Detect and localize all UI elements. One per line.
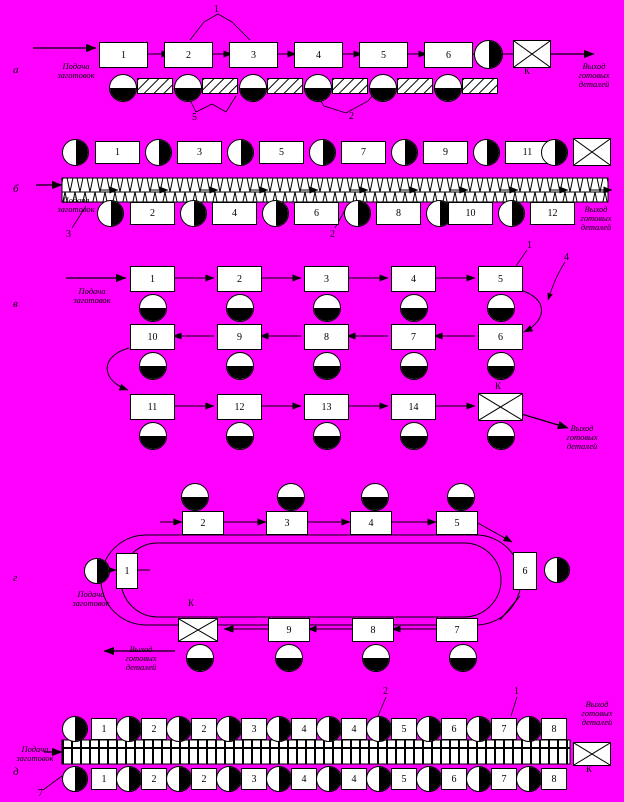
station-g-9[interactable]: 9 xyxy=(268,618,310,642)
tool-indicator-b-t5 xyxy=(473,139,500,166)
tool-indicator-a-3 xyxy=(239,74,267,102)
station-b-9[interactable]: 9 xyxy=(423,141,468,164)
station-g-3[interactable]: 3 xyxy=(266,511,308,535)
tool-indicator-d-t2 xyxy=(166,716,192,742)
tool-indicator-a-4 xyxy=(304,74,332,102)
station-d-b3[interactable]: 2 xyxy=(191,768,217,790)
section-label-d: д xyxy=(13,766,19,778)
tool-indicator-v-5 xyxy=(487,294,515,322)
station-d-t2[interactable]: 2 xyxy=(141,718,167,740)
output-label-v: Выход готовых деталей xyxy=(566,423,598,451)
station-d-b6[interactable]: 4 xyxy=(341,768,367,790)
station-d-b4[interactable]: 3 xyxy=(241,768,267,790)
tool-indicator-b-b1 xyxy=(180,200,207,227)
station-g-2[interactable]: 2 xyxy=(182,511,224,535)
callout-v-1: 1 xyxy=(527,240,532,251)
tool-indicator-v-12 xyxy=(226,422,254,450)
callout-v-4: 4 xyxy=(564,252,569,263)
tool-indicator-d-b1 xyxy=(116,766,142,792)
tool-indicator-g-k xyxy=(186,644,214,672)
output-label-d: Выход готовых деталей xyxy=(581,699,613,727)
station-d-b8[interactable]: 6 xyxy=(441,768,467,790)
tool-indicator-a-end xyxy=(474,40,503,69)
station-v-1[interactable]: 1 xyxy=(130,266,175,292)
section-label-b: б xyxy=(13,183,19,195)
tool-indicator-v-4 xyxy=(400,294,428,322)
input-label-a-line1: Подача xyxy=(62,61,90,71)
station-b-10[interactable]: 10 xyxy=(448,202,493,225)
station-a-5[interactable]: 5 xyxy=(359,42,408,68)
station-d-b7[interactable]: 5 xyxy=(391,768,417,790)
tool-indicator-v-2 xyxy=(226,294,254,322)
callout-a-1: 1 xyxy=(214,4,219,15)
tool-indicator-b-b5 xyxy=(498,200,525,227)
tool-indicator-v-10 xyxy=(139,352,167,380)
tool-indicator-b-t6 xyxy=(541,139,568,166)
tool-indicator-d-b4 xyxy=(266,766,292,792)
tool-indicator-g-5 xyxy=(447,483,475,511)
tool-indicator-d-t3 xyxy=(216,716,242,742)
conveyor-a-1 xyxy=(137,78,173,94)
station-d-t10[interactable]: 8 xyxy=(541,718,567,740)
tool-indicator-v-11 xyxy=(139,422,167,450)
tool-indicator-d-t7 xyxy=(416,716,442,742)
station-v-8[interactable]: 8 xyxy=(304,324,349,350)
tool-indicator-a-5 xyxy=(369,74,397,102)
k-label-a: К xyxy=(524,66,531,76)
station-g-4[interactable]: 4 xyxy=(350,511,392,535)
station-b-1[interactable]: 1 xyxy=(95,141,140,164)
k-label-g: К xyxy=(188,598,195,608)
tool-indicator-v-8 xyxy=(313,352,341,380)
control-station-a-k[interactable] xyxy=(513,40,551,68)
tool-indicator-v-3 xyxy=(313,294,341,322)
station-d-t1[interactable]: 1 xyxy=(91,718,117,740)
input-label-g: Подача заготовок xyxy=(72,589,110,608)
station-v-4[interactable]: 4 xyxy=(391,266,436,292)
input-label-d: Подача заготовок xyxy=(16,744,54,763)
tool-indicator-d-b5 xyxy=(316,766,342,792)
tool-indicator-d-b9 xyxy=(516,766,542,792)
tool-indicator-d-b0 xyxy=(62,766,88,792)
control-station-d-k[interactable] xyxy=(573,742,611,766)
station-d-b2[interactable]: 2 xyxy=(141,768,167,790)
station-d-b9[interactable]: 7 xyxy=(491,768,517,790)
station-b-7[interactable]: 7 xyxy=(341,141,386,164)
tool-indicator-b-t1 xyxy=(145,139,172,166)
tool-indicator-d-b7 xyxy=(416,766,442,792)
station-b-6[interactable]: 6 xyxy=(294,202,339,225)
input-label-a-line2: заготовок xyxy=(57,69,95,80)
tool-indicator-d-b6 xyxy=(366,766,392,792)
input-label-a xyxy=(48,62,104,80)
station-g-6[interactable]: 6 xyxy=(513,552,537,590)
callout-d-1: 1 xyxy=(514,686,519,697)
station-a-4[interactable]: 4 xyxy=(294,42,343,68)
station-d-t4[interactable]: 3 xyxy=(241,718,267,740)
tool-indicator-v-13 xyxy=(313,422,341,450)
tool-indicator-d-t1 xyxy=(116,716,142,742)
station-a-3[interactable]: 3 xyxy=(229,42,278,68)
station-v-13[interactable]: 13 xyxy=(304,394,349,420)
input-label-v: Подача заготовок xyxy=(73,286,111,305)
tool-indicator-a-1 xyxy=(109,74,137,102)
station-v-7[interactable]: 7 xyxy=(391,324,436,350)
tool-indicator-g-entry xyxy=(84,558,110,584)
station-b-2[interactable]: 2 xyxy=(130,202,175,225)
tool-indicator-b-t0 xyxy=(62,139,89,166)
tool-indicator-g-2 xyxy=(181,483,209,511)
tool-indicator-v-k xyxy=(487,422,515,450)
tool-indicator-b-b2 xyxy=(262,200,289,227)
conveyor-a-2 xyxy=(202,78,238,94)
callout-b-2: 2 xyxy=(330,229,335,240)
k-label-d: К xyxy=(586,764,593,774)
output-label-g: Выход готовых деталей xyxy=(125,644,157,672)
tool-indicator-v-6 xyxy=(487,352,515,380)
tool-indicator-d-t9 xyxy=(516,716,542,742)
section-label-g: г xyxy=(13,572,18,584)
station-g-5[interactable]: 5 xyxy=(436,511,478,535)
station-g-7[interactable]: 7 xyxy=(436,618,478,642)
k-label-v: К xyxy=(495,381,502,391)
tool-indicator-g-7 xyxy=(449,644,477,672)
tool-indicator-v-9 xyxy=(226,352,254,380)
station-d-t5[interactable]: 4 xyxy=(291,718,317,740)
conveyor-a-6 xyxy=(462,78,498,94)
section-label-v: в xyxy=(13,298,18,310)
output-label-a: Выход готовых деталей xyxy=(578,61,610,89)
station-d-t6[interactable]: 4 xyxy=(341,718,367,740)
tool-indicator-b-t4 xyxy=(391,139,418,166)
station-g-8[interactable]: 8 xyxy=(352,618,394,642)
station-v-14[interactable]: 14 xyxy=(391,394,436,420)
station-b-4[interactable]: 4 xyxy=(212,202,257,225)
tool-indicator-v-1 xyxy=(139,294,167,322)
station-d-b10[interactable]: 8 xyxy=(541,768,567,790)
tool-indicator-d-t5 xyxy=(316,716,342,742)
tool-indicator-a-2 xyxy=(174,74,202,102)
callout-a-5: 5 xyxy=(192,112,197,123)
tool-indicator-b-t3 xyxy=(309,139,336,166)
station-d-t9[interactable]: 7 xyxy=(491,718,517,740)
station-b-12[interactable]: 12 xyxy=(530,202,575,225)
station-v-6[interactable]: 6 xyxy=(478,324,523,350)
tool-indicator-g-3 xyxy=(277,483,305,511)
tool-indicator-d-t4 xyxy=(266,716,292,742)
input-label-b: Подача заготовок xyxy=(57,195,95,214)
tool-indicator-g-9 xyxy=(275,644,303,672)
station-a-2[interactable]: 2 xyxy=(164,42,213,68)
tool-indicator-g-4 xyxy=(361,483,389,511)
tool-indicator-d-b8 xyxy=(466,766,492,792)
station-v-11[interactable]: 11 xyxy=(130,394,175,420)
station-d-b1[interactable]: 1 xyxy=(91,768,117,790)
station-v-5[interactable]: 5 xyxy=(478,266,523,292)
tool-indicator-d-t0 xyxy=(62,716,88,742)
tool-indicator-d-b3 xyxy=(216,766,242,792)
conveyor-a-3 xyxy=(267,78,303,94)
callout-d-2: 2 xyxy=(383,686,388,697)
station-b-3[interactable]: 3 xyxy=(177,141,222,164)
tool-indicator-d-b2 xyxy=(166,766,192,792)
tool-indicator-v-14 xyxy=(400,422,428,450)
station-d-t8[interactable]: 6 xyxy=(441,718,467,740)
tool-indicator-g-8 xyxy=(362,644,390,672)
callout-b-3: 3 xyxy=(66,229,71,240)
station-g-1[interactable]: 1 xyxy=(116,553,138,589)
station-v-3[interactable]: 3 xyxy=(304,266,349,292)
tool-indicator-v-7 xyxy=(400,352,428,380)
station-d-t7[interactable]: 5 xyxy=(391,718,417,740)
conveyor-a-5 xyxy=(397,78,433,94)
tool-indicator-b-b3 xyxy=(344,200,371,227)
control-station-v-k[interactable] xyxy=(478,393,523,421)
station-b-5[interactable]: 5 xyxy=(259,141,304,164)
section-label-a: а xyxy=(13,64,19,76)
output-label-b: Выход готовых деталей xyxy=(580,204,612,232)
station-v-12[interactable]: 12 xyxy=(217,394,262,420)
station-d-t3[interactable]: 2 xyxy=(191,718,217,740)
conveyor-a-4 xyxy=(332,78,368,94)
callout-a-2: 2 xyxy=(349,111,354,122)
tool-indicator-g-6 xyxy=(544,557,570,583)
tool-indicator-d-t8 xyxy=(466,716,492,742)
station-b-8[interactable]: 8 xyxy=(376,202,421,225)
station-a-1[interactable]: 1 xyxy=(99,42,148,68)
callout-d-7: 7 xyxy=(38,788,43,799)
station-a-6[interactable]: 6 xyxy=(424,42,473,68)
tool-indicator-b-b0 xyxy=(97,200,124,227)
tool-indicator-b-t2 xyxy=(227,139,254,166)
control-station-g-k[interactable] xyxy=(178,618,218,642)
station-v-2[interactable]: 2 xyxy=(217,266,262,292)
tool-indicator-d-t6 xyxy=(366,716,392,742)
station-v-9[interactable]: 9 xyxy=(217,324,262,350)
control-station-b-k[interactable] xyxy=(573,138,611,166)
station-v-10[interactable]: 10 xyxy=(130,324,175,350)
tool-indicator-a-6 xyxy=(434,74,462,102)
station-b-11[interactable]: 11 xyxy=(505,141,550,164)
station-d-b5[interactable]: 4 xyxy=(291,768,317,790)
